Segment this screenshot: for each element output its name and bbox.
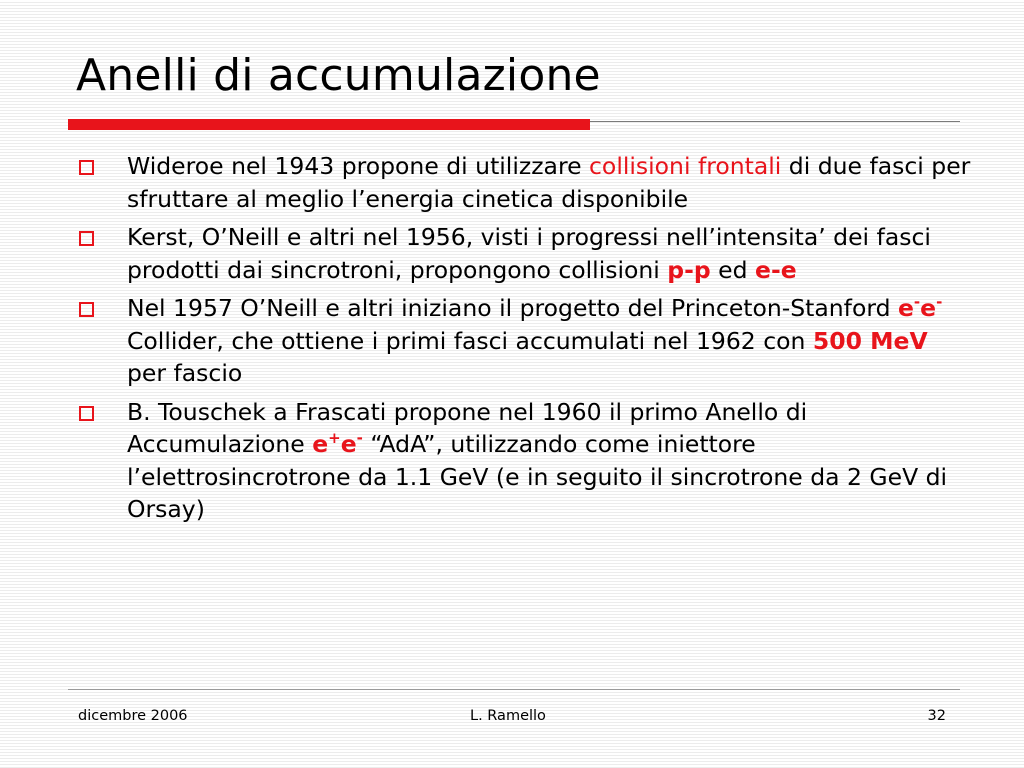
bullet-text: per fascio [127,359,243,387]
charge-superscript: - [913,293,921,311]
bullet-text: Collider, che ottiene i primi fasci accumulati nel 1962 con [127,326,813,355]
bullet-item-oneill [74,292,974,390]
highlight-text: collisioni frontali [589,152,782,180]
bullet-item-touschek [74,396,974,526]
hollow-square-bullet-icon [79,406,94,421]
bullet-text: ed [710,255,756,284]
footer-author: L. Ramello [470,708,546,724]
particle-symbol: e [897,294,914,322]
bullet-text: Wideroe nel 1943 propone di utilizzare [127,152,590,180]
particle-symbol: e [340,430,357,458]
title-underline-accent [68,119,590,130]
hollow-square-bullet-icon [79,160,94,175]
particle-symbol: e [920,294,937,322]
bullet-text: Kerst, O’Neill e altri nel 1956, visti i progressi nell’intensita’ dei fasci prodotti dai sincrotroni, propongono collisioni [127,223,931,284]
particle-symbol: e [312,430,329,458]
highlight-text: e-e [755,255,797,284]
charge-superscript: - [936,293,943,311]
bullet-text: B. Touschek a Frascati propone nel 1960 il primo Anello di Accumulazione [127,397,808,458]
title-underline-thin [590,121,960,122]
bullet-item-wideroe [74,150,974,215]
charge-superscript: - [356,429,363,447]
bullet-text: di due fasci per sfruttare al meglio l’energia cinetica disponibile [127,152,971,213]
hollow-square-bullet-icon [79,302,94,317]
slide-title: Anelli di accumulazione [76,50,601,101]
bullet-text: “AdA”, utilizzando come iniettore l’elettrosincrotrone da 1.1 GeV (e in seguito il sincrotrone da 2 GeV di Orsay) [127,430,948,523]
hollow-square-bullet-icon [79,231,94,246]
footer-divider [68,689,960,690]
page-number: 32 [927,708,946,724]
highlight-text: 500 MeV [812,326,928,355]
bullet-item-kerst [74,221,974,286]
highlight-text: p-p [667,255,711,284]
charge-superscript: + [328,429,341,447]
bullet-text: Nel 1957 O’Neill e altri iniziano il progetto del Princeton-Stanford [127,294,898,322]
bullet-list [74,150,974,532]
footer-date: dicembre 2006 [78,708,188,724]
